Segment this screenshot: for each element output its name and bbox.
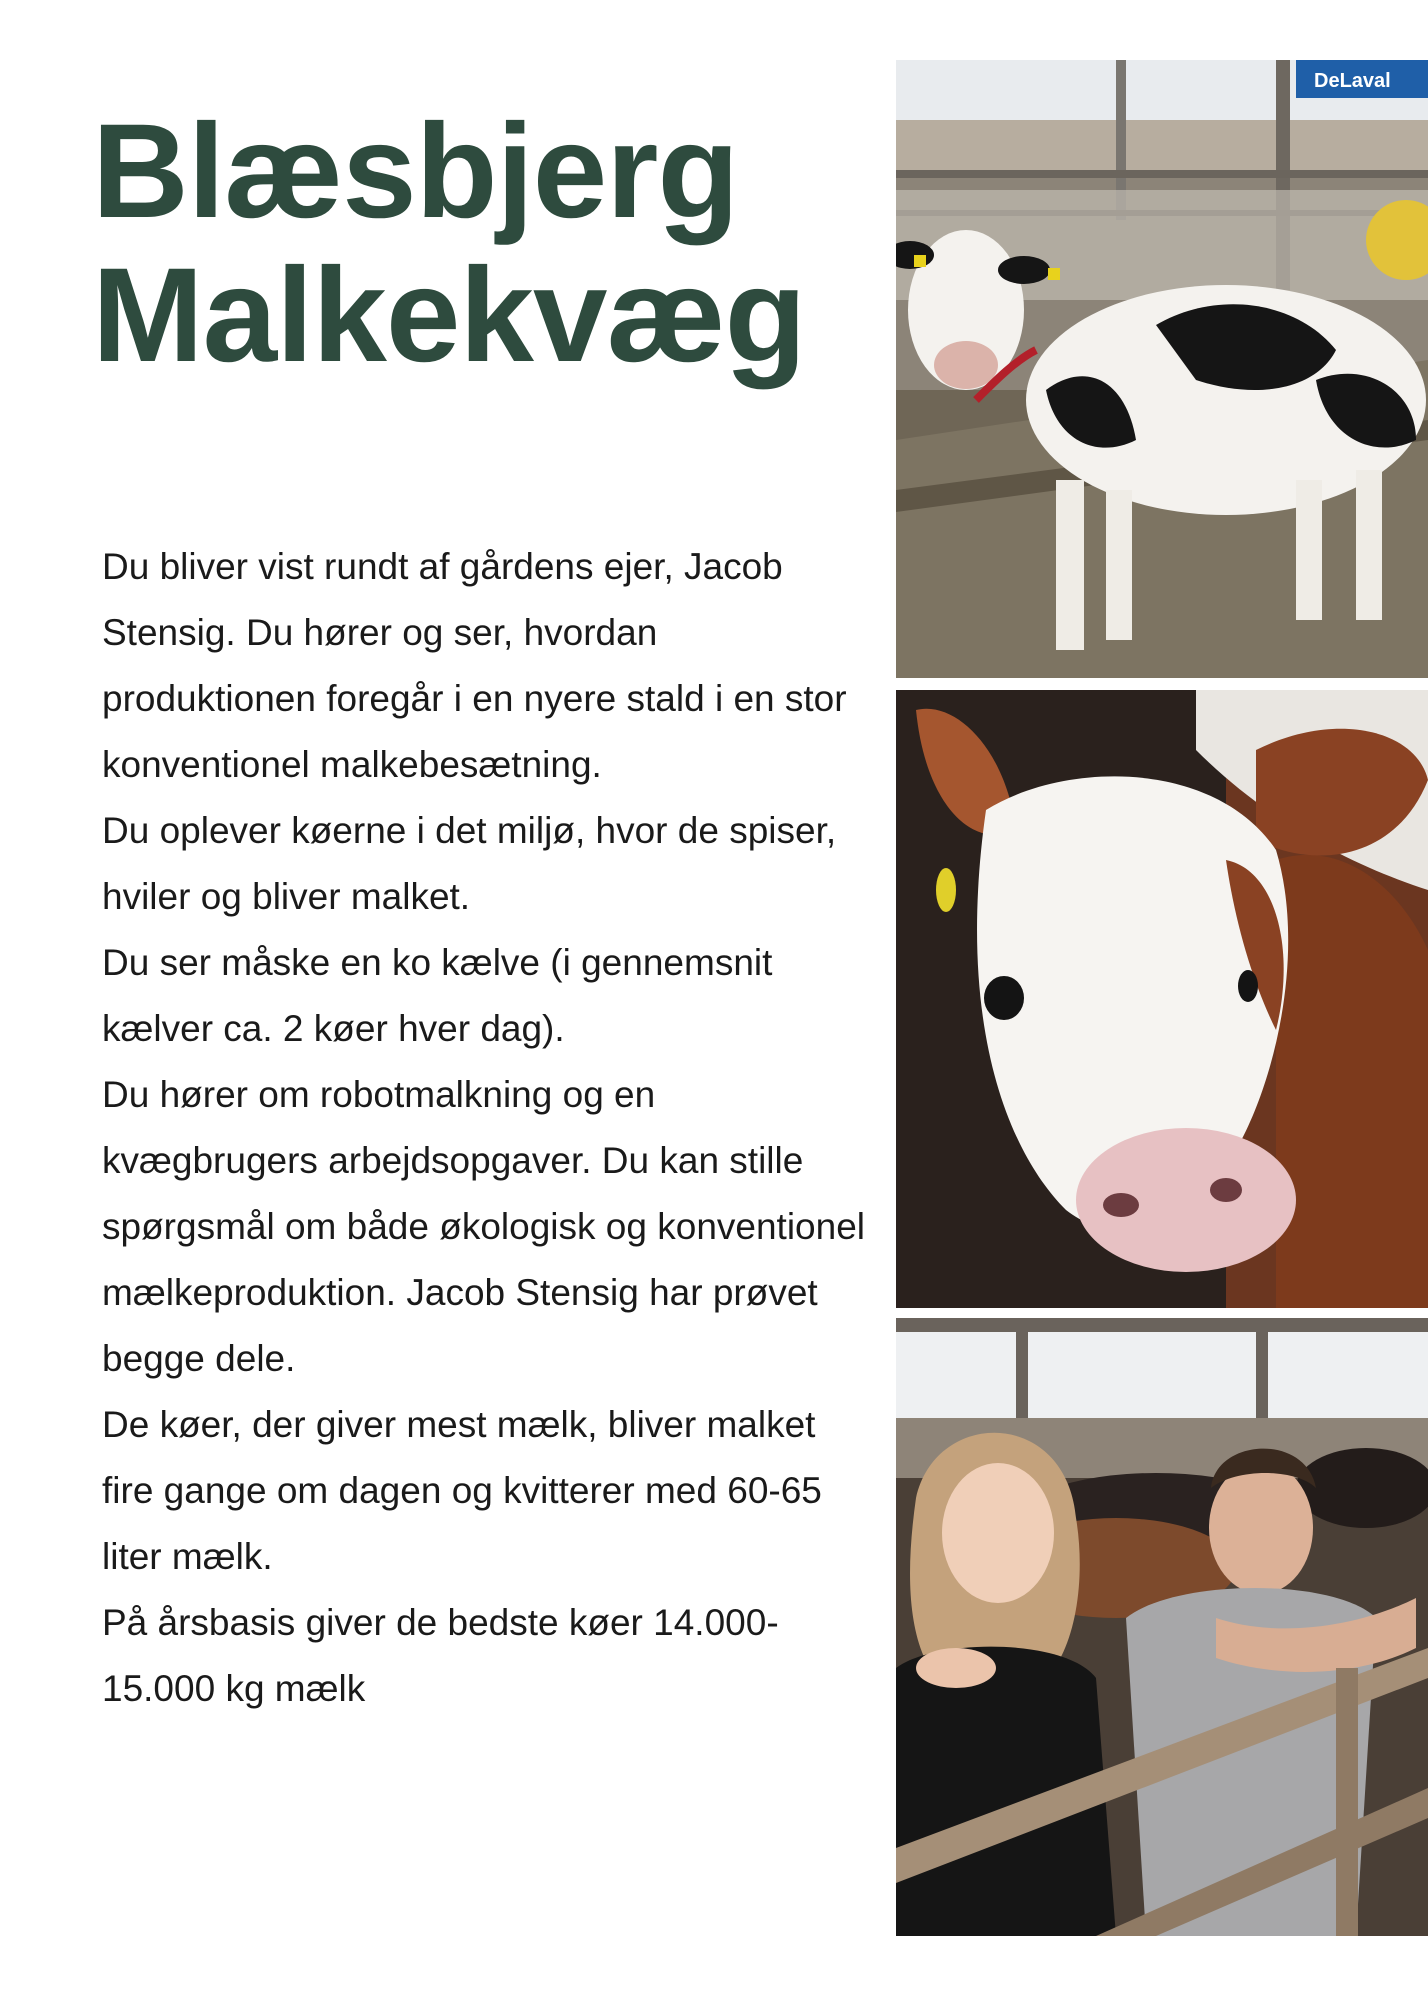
paragraph-1: Du bliver vist rundt af gårdens ejer, Jacob Stensig. Du hører og ser, hvordan produktionen foregår i en nyere stald i en stor konventionel malkebesætning. <box>102 546 847 785</box>
photo-farmers-in-barn <box>896 1318 1428 1936</box>
photo-cow-in-barn <box>896 60 1428 678</box>
delaval-sign: DeLaval <box>1314 70 1391 92</box>
title-line-2: Malkekvæg <box>92 241 806 390</box>
description-text <box>102 534 872 1722</box>
paragraph-3: Du ser måske en ko kælve (i gennemsnit kælver ca. 2 køer hver dag). <box>102 942 773 1049</box>
page-title <box>92 97 806 390</box>
paragraph-6: På årsbasis giver de bedste køer 14.000-15.000 kg mælk <box>102 1602 779 1709</box>
paragraph-4: Du hører om robotmalkning og en kvægbrugers arbejdsopgaver. Du kan stille spørgsmål om både økologisk og konventionel mælkeproduktion. Jacob Stensig har prøvet begge dele. <box>102 1074 865 1379</box>
photo-calf-closeup <box>896 690 1428 1308</box>
title-line-1: Blæsbjerg <box>92 97 739 246</box>
paragraph-5: De køer, der giver mest mælk, bliver malket fire gange om dagen og kvitterer med 60-65 liter mælk. <box>102 1404 822 1577</box>
paragraph-2: Du oplever køerne i det miljø, hvor de spiser, hviler og bliver malket. <box>102 810 837 917</box>
